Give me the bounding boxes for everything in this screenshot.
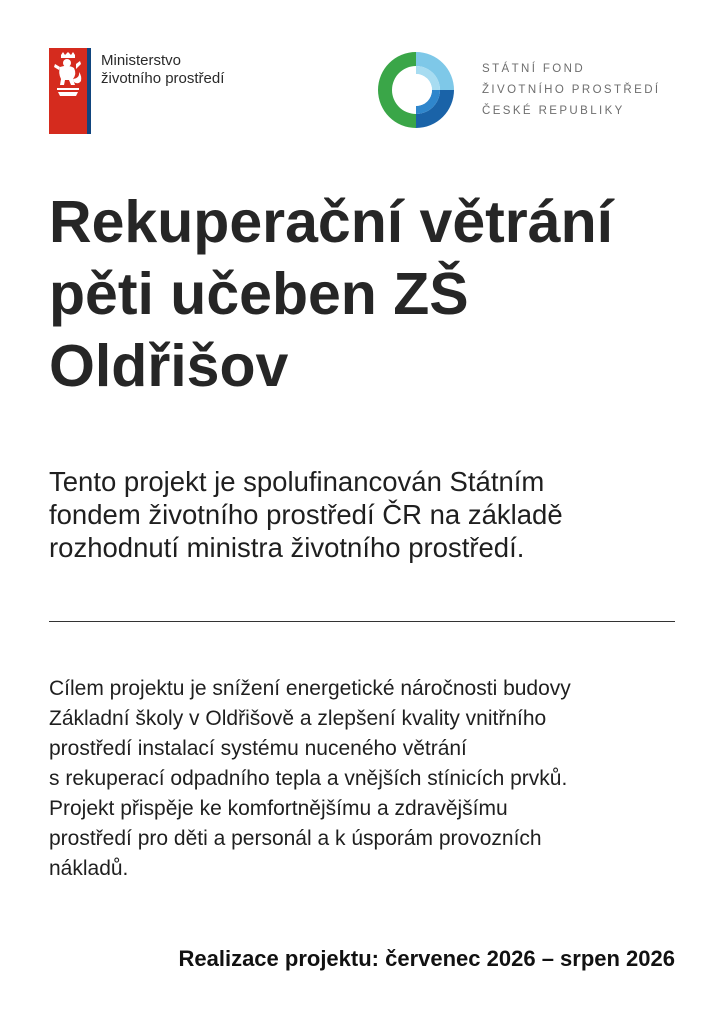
title-line1: Rekuperační větrání (49, 189, 614, 255)
ministry-name (101, 52, 224, 88)
intro-line2: fondem životního prostředí ČR na základě (49, 499, 563, 530)
ministry-name-line1: Ministerstvo (101, 52, 182, 69)
ministry-emblem (49, 48, 91, 134)
page-title (49, 186, 699, 402)
fund-name (482, 59, 661, 122)
realization-period: Realizace projektu: červenec 2026 – srpen 2026 (178, 946, 675, 971)
title-line3: Oldřišov (49, 333, 289, 399)
intro-line3: rozhodnutí ministra životního prostředí. (49, 532, 525, 563)
description-line: Projekt přispěje ke komfortnějšímu a zdravějšímu (49, 797, 508, 820)
swirl-circle-logo-icon (376, 50, 456, 130)
fund-name-line1: STÁTNÍ FOND (482, 62, 586, 75)
intro-line1: Tento projekt je spolufinancován Státním (49, 466, 545, 497)
title-line2: pěti učeben ZŠ (49, 261, 469, 327)
fund-logo (376, 50, 661, 130)
description-line: prostředí pro děti a personál a k úsporám provozních (49, 827, 542, 850)
description-line: Cílem projektu je snížení energetické náročnosti budovy (49, 677, 571, 700)
description-line: prostředí instalací systému nuceného větrání (49, 737, 467, 760)
divider (49, 621, 675, 622)
ministry-name-line2: životního prostředí (101, 70, 225, 87)
czech-lion-emblem-icon (52, 52, 84, 98)
description-line: nákladů. (49, 857, 129, 880)
fund-name-line3: ČESKÉ REPUBLIKY (482, 104, 625, 117)
fund-name-line2: ŽIVOTNÍHO PROSTŘEDÍ (482, 83, 661, 96)
description-line: Základní školy v Oldřišově a zlepšení kvality vnitřního (49, 707, 547, 730)
ministry-logo (49, 48, 224, 134)
funding-statement (49, 465, 689, 564)
project-description (49, 674, 689, 884)
description-line: s rekuperací odpadního tepla a vnějších stínicích prvků. (49, 767, 568, 790)
